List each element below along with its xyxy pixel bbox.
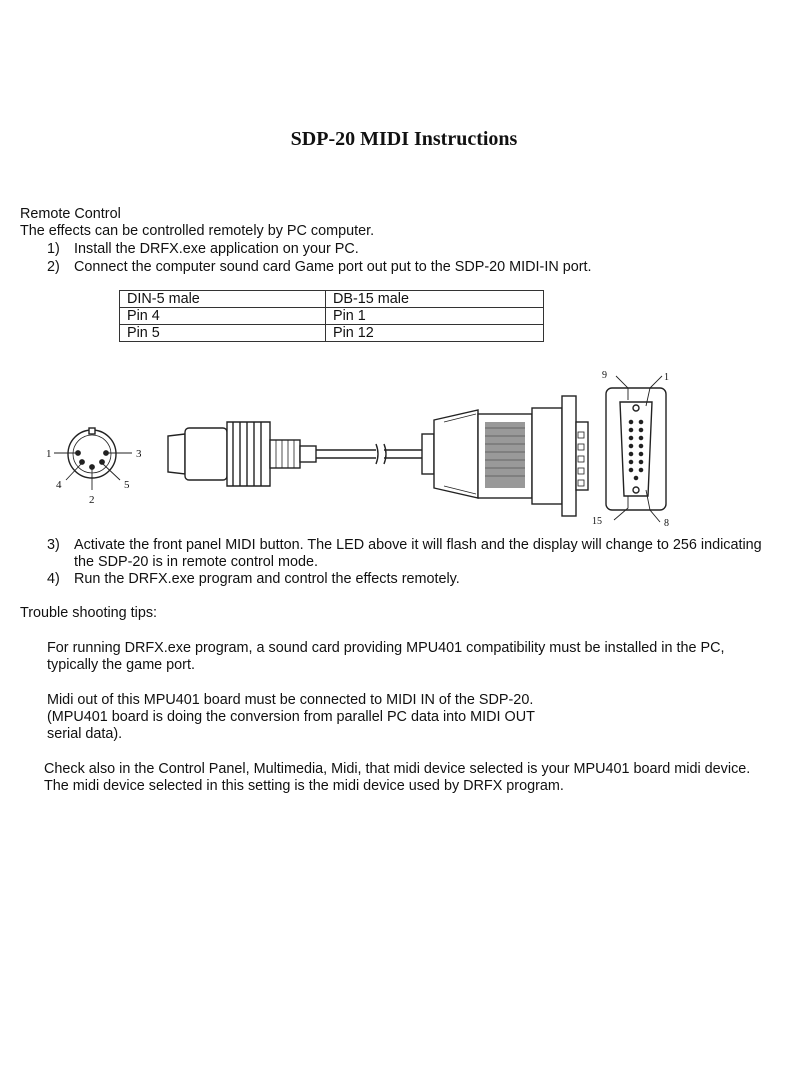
db15-plug-body — [422, 396, 588, 516]
tip-line: Check also in the Control Panel, Multimedia, Midi, that midi device selected is your MPU401 board midi device. — [44, 761, 751, 777]
table-header-cell: DIN-5 male — [120, 291, 326, 308]
db15-pin-label: 1 — [664, 372, 669, 383]
tip-line: (MPU401 board is doing the conversion from parallel PC data into MIDI OUT — [47, 709, 535, 725]
table-row — [120, 308, 544, 325]
table-header-cell: DB-15 male — [326, 291, 544, 308]
step-text: Install the DRFX.exe application on your PC. — [74, 241, 359, 257]
page-title: SDP-20 MIDI Instructions — [290, 128, 518, 150]
db15-pin-label: 9 — [602, 370, 607, 381]
tip-line: typically the game port. — [47, 657, 195, 673]
step-text: Activate the front panel MIDI button. The LED above it will flash and the display will change to 256 indicating — [74, 537, 762, 553]
table-cell: Pin 12 — [326, 325, 544, 342]
remote-control-heading: Remote Control — [20, 206, 121, 222]
tip-line: Midi out of this MPU401 board must be connected to MIDI IN of the SDP-20. — [47, 692, 534, 708]
step-number: 1) — [47, 241, 60, 257]
tip-line: For running DRFX.exe program, a sound card providing MPU401 compatibility must be installed in the PC, — [47, 640, 725, 656]
din-pin-label: 3 — [136, 448, 142, 460]
step-number: 2) — [47, 259, 60, 275]
din-pin-label: 2 — [89, 494, 95, 506]
step-number: 3) — [47, 537, 60, 553]
table-header-row — [120, 291, 544, 308]
db15-pin-label: 8 — [664, 518, 669, 529]
table-cell: Pin 5 — [120, 325, 326, 342]
cable — [316, 444, 422, 464]
din5-plug-body — [168, 422, 316, 486]
table-cell: Pin 4 — [120, 308, 326, 325]
din-pin-label: 1 — [46, 448, 52, 460]
cable-illustration — [40, 362, 680, 532]
table-row — [120, 325, 544, 342]
db15-pin-label: 15 — [592, 516, 602, 527]
tip-line: serial data). — [47, 726, 123, 742]
din-pin-label: 5 — [124, 479, 130, 491]
trouble-heading: Trouble shooting tips: — [20, 605, 158, 621]
remote-control-intro: The effects can be controlled remotely by PC computer. — [20, 223, 375, 239]
midi-cable-diagram — [40, 362, 680, 532]
step-text: Run the DRFX.exe program and control the effects remotely. — [74, 571, 460, 587]
pin-mapping-table — [119, 290, 544, 342]
step-text: the SDP-20 is in remote control mode. — [74, 554, 318, 570]
tip-line: The midi device selected in this setting is the midi device used by DRFX program. — [44, 778, 564, 794]
din-pin-label: 4 — [56, 479, 62, 491]
db15-connector-face — [606, 376, 666, 522]
table-cell: Pin 1 — [326, 308, 544, 325]
step-number: 4) — [47, 571, 60, 587]
step-text: Connect the computer sound card Game port out put to the SDP-20 MIDI-IN port. — [74, 259, 592, 275]
din5-connector-face — [54, 428, 132, 490]
